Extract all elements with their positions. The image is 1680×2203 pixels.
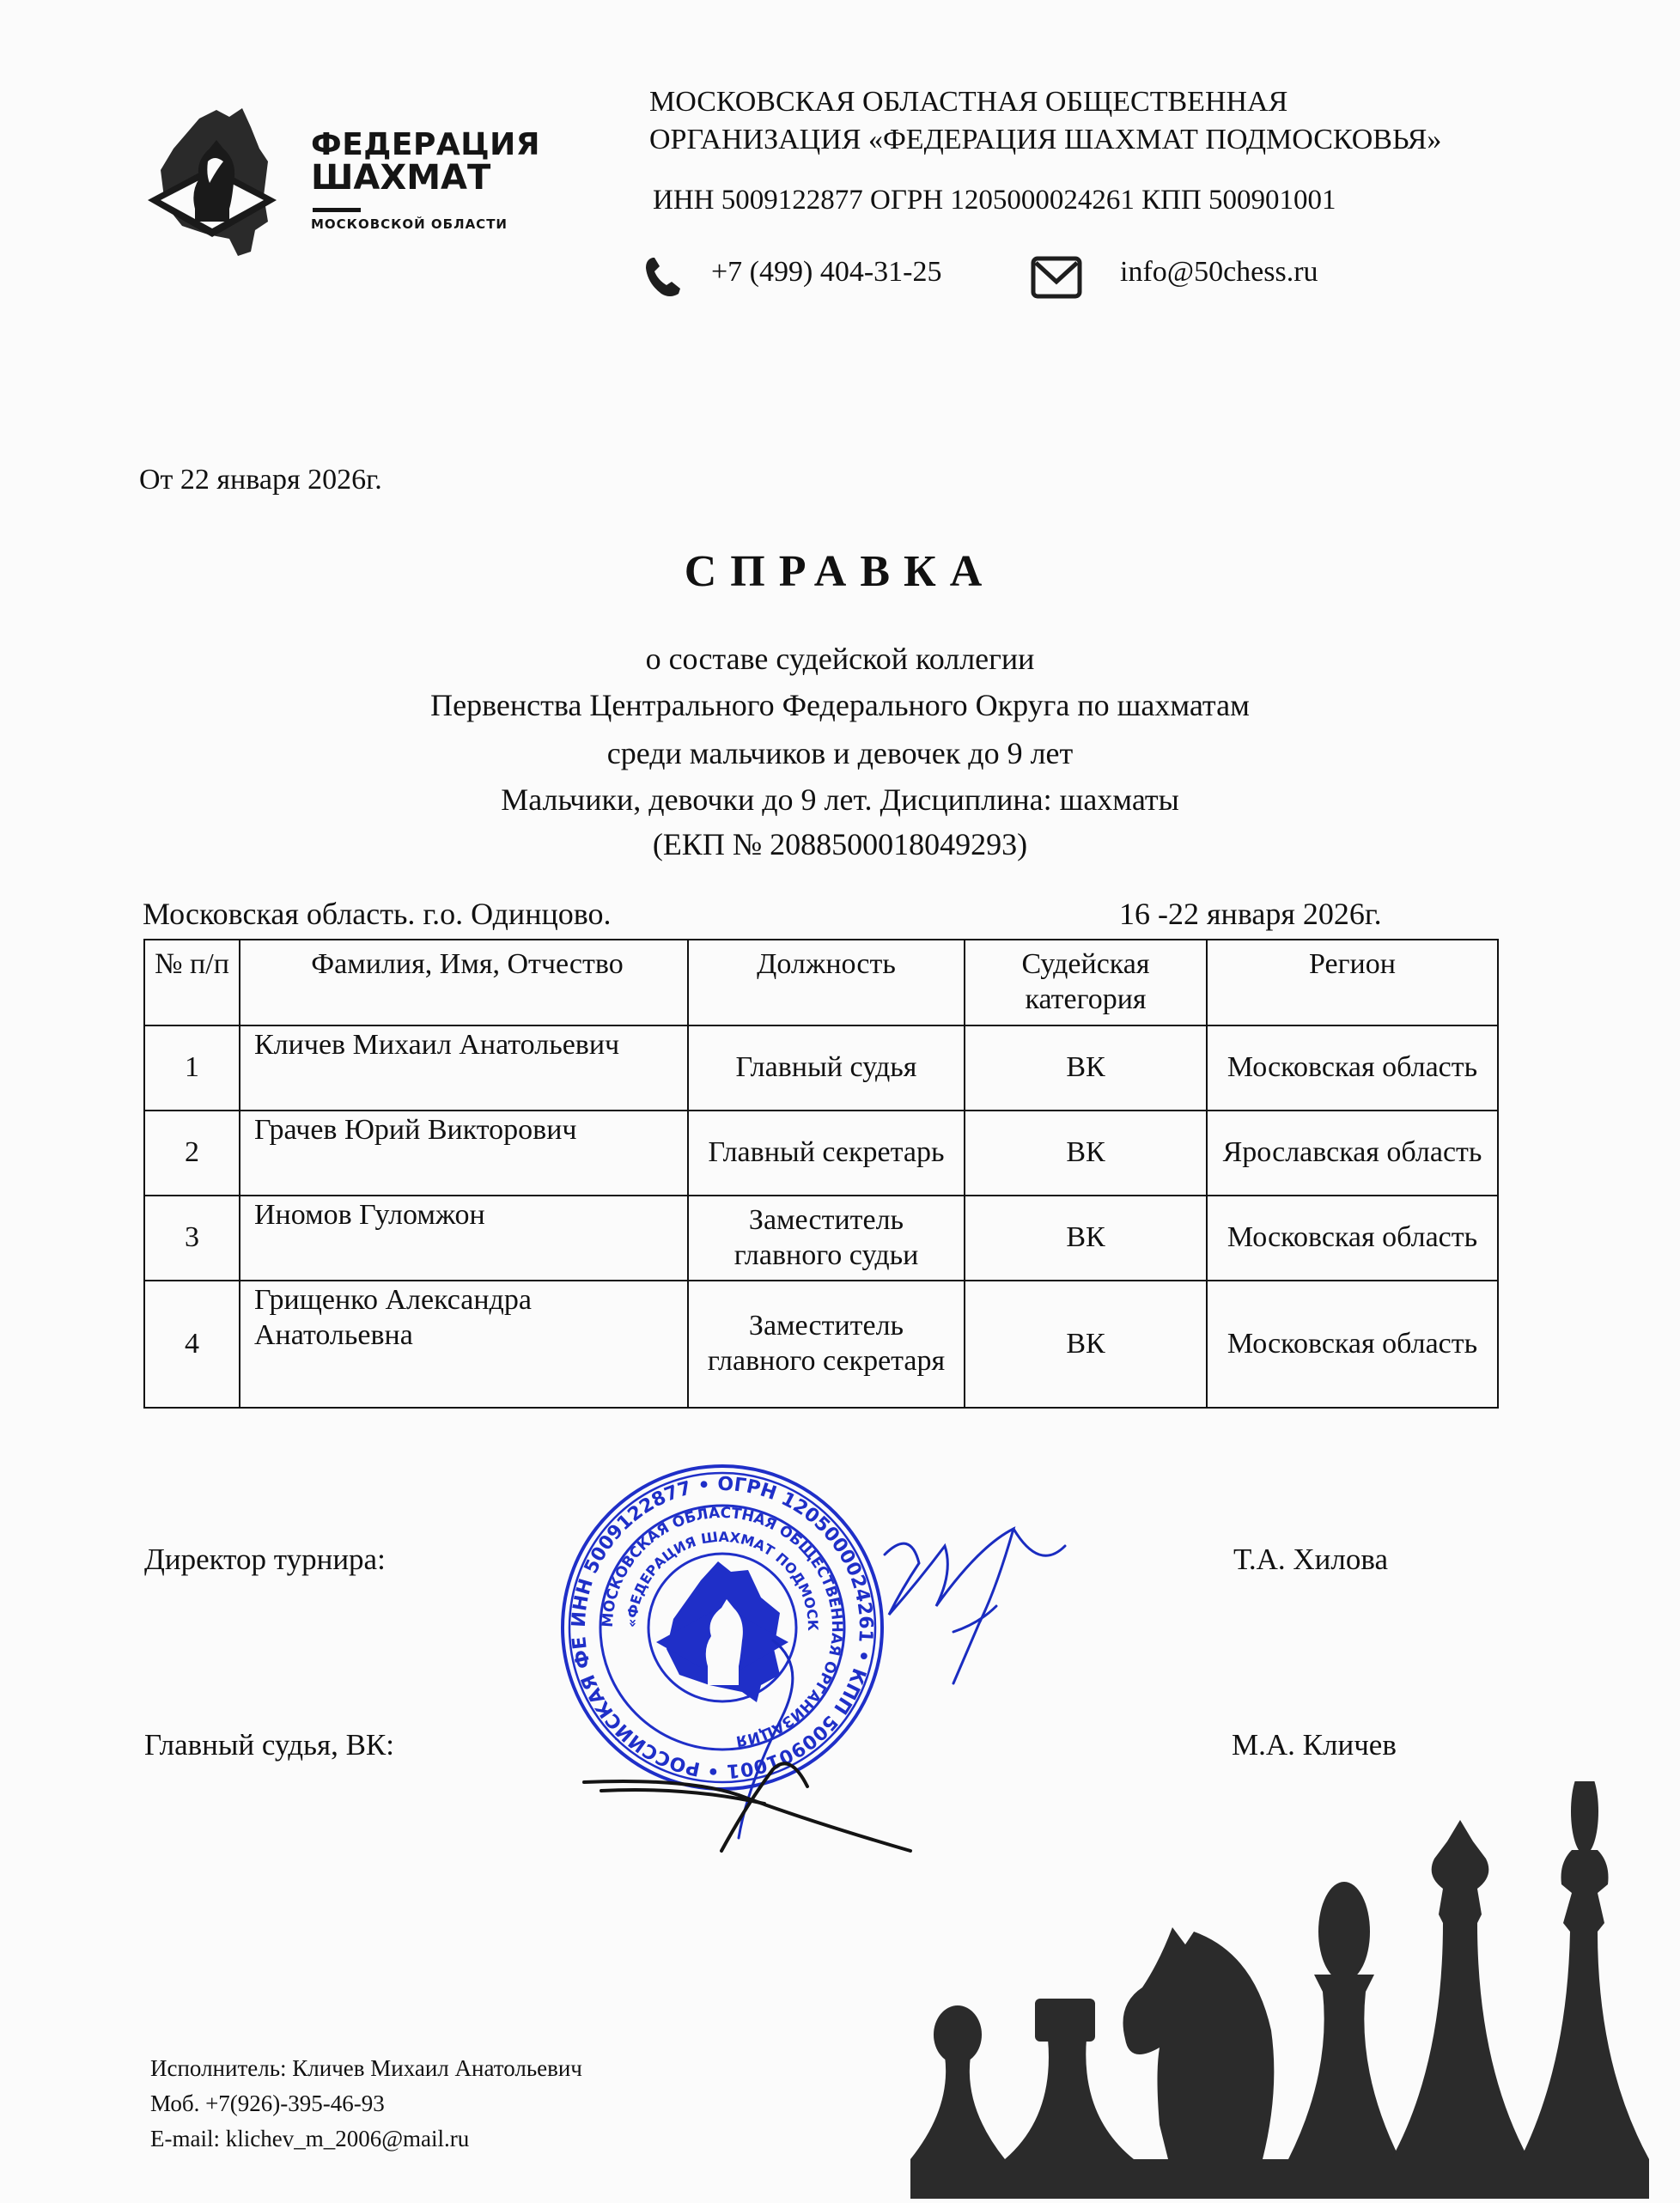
org-registration-ids: ИНН 5009122877 ОГРН 1205000024261 КПП 500901001 — [653, 185, 1336, 216]
col-header-number: № п/п — [144, 940, 240, 1025]
stamp-center-text: «ФЕДЕРАЦИЯ ШАХМАТ ПОДМОСК — [623, 1528, 822, 1632]
cell-region: Московская область — [1207, 1196, 1498, 1281]
stamp-inner-text: МОСКОВСКАЯ ОБЛАСТНАЯ ОБЩЕСТВЕННАЯ ОРГАНИЗАЦИЯ — [599, 1504, 846, 1750]
cell-name: Иномов Гуломжон — [240, 1196, 688, 1281]
cell-position: Заместитель главного секретаря — [688, 1281, 965, 1408]
cell-position: Главный судья — [688, 1025, 965, 1111]
cell-category: ВК — [965, 1196, 1207, 1281]
executor-phone[interactable]: Моб. +7(926)-395-46-93 — [150, 2090, 385, 2116]
org-email[interactable]: info@50chess.ru — [1120, 256, 1318, 288]
col-header-position: Должность — [688, 940, 965, 1025]
director-label: Директор турнира: — [144, 1543, 386, 1576]
chief-judge-label: Главный судья, ВК: — [144, 1728, 395, 1762]
org-phone[interactable]: +7 (499) 404-31-25 — [711, 256, 942, 288]
federation-logo — [148, 101, 540, 265]
table-row — [144, 1025, 1498, 1111]
org-name-line1: МОСКОВСКАЯ ОБЛАСТНАЯ ОБЩЕСТВЕННАЯ — [649, 86, 1288, 118]
king-icon — [1520, 1781, 1649, 2159]
logo-subtitle: МОСКОВСКОЙ ОБЛАСТИ — [311, 216, 508, 232]
pawn-icon — [910, 2005, 1005, 2159]
chief-judge-name: М.А. Кличев — [1232, 1728, 1397, 1762]
table-row — [144, 1196, 1498, 1281]
event-location: Московская область. г.о. Одинцово. — [143, 897, 612, 931]
cell-number: 3 — [144, 1196, 240, 1281]
table-row — [144, 1281, 1498, 1408]
subtitle-line: Мальчики, девочки до 9 лет. Дисциплина: шахматы — [501, 782, 1179, 817]
cell-region: Московская область — [1207, 1025, 1498, 1111]
bishop-icon — [1288, 1882, 1400, 2159]
subtitle-line: о составе судейской коллегии — [645, 642, 1035, 676]
executor-name: Исполнитель: Кличев Михаил Анатольевич — [150, 2055, 582, 2081]
executor-email[interactable]: E-mail: klichev_m_2006@mail.ru — [150, 2126, 470, 2151]
chess-pieces-decoration — [910, 1781, 1680, 2199]
cell-region: Московская область — [1207, 1281, 1498, 1408]
document-title: СПРАВКА — [684, 547, 996, 596]
phone-icon — [642, 254, 687, 299]
col-header-category: Судейская категория — [965, 940, 1207, 1025]
judges-table — [143, 939, 1499, 1409]
cell-name: Грищенко Александра Анатольевна — [240, 1281, 688, 1408]
subtitle-line: среди мальчиков и девочек до 9 лет — [606, 736, 1074, 770]
cell-number: 1 — [144, 1025, 240, 1111]
rook-icon — [1005, 1999, 1134, 2159]
col-header-region: Регион — [1207, 940, 1498, 1025]
event-dates: 16 -22 января 2026г. — [1119, 897, 1382, 931]
logo-divider — [313, 208, 361, 212]
cell-region: Ярославская область — [1207, 1111, 1498, 1196]
logo-title-line2: ШАХМАТ — [311, 158, 491, 198]
envelope-icon — [1029, 254, 1084, 301]
director-name: Т.А. Хилова — [1233, 1543, 1388, 1576]
cell-position: Заместитель главного судьи — [688, 1196, 965, 1281]
cell-name: Грачев Юрий Викторович — [240, 1111, 688, 1196]
queen-icon — [1391, 1820, 1529, 2159]
knight-map-logo-icon — [148, 101, 311, 265]
cell-name: Кличев Михаил Анатольевич — [240, 1025, 688, 1111]
cell-number: 2 — [144, 1111, 240, 1196]
subtitle-line: Первенства Центрального Федерального Округа по шахматам — [430, 688, 1250, 722]
logo-title-line1: ФЕДЕРАЦИЯ — [311, 127, 540, 162]
cell-number: 4 — [144, 1281, 240, 1408]
cell-category: ВК — [965, 1111, 1207, 1196]
cell-category: ВК — [965, 1025, 1207, 1111]
org-name-line2: ОРГАНИЗАЦИЯ «ФЕДЕРАЦИЯ ШАХМАТ ПОДМОСКОВЬЯ» — [649, 124, 1442, 155]
table-row — [144, 1111, 1498, 1196]
document-date: От 22 января 2026г. — [139, 464, 382, 496]
col-header-name: Фамилия, Имя, Отчество — [240, 940, 688, 1025]
cell-category: ВК — [965, 1281, 1207, 1408]
table-header-row — [144, 940, 1498, 1025]
cell-position: Главный секретарь — [688, 1111, 965, 1196]
subtitle-ekp-number: (ЕКП № 2088500018049293) — [652, 827, 1028, 861]
stamp-outer-text: ИНН 5009122877 • ОГРН 1205000024261 • КПП 500901001 • РОССИЙСКАЯ ФЕ — [568, 1473, 877, 1782]
knight-icon — [1123, 1927, 1275, 2159]
